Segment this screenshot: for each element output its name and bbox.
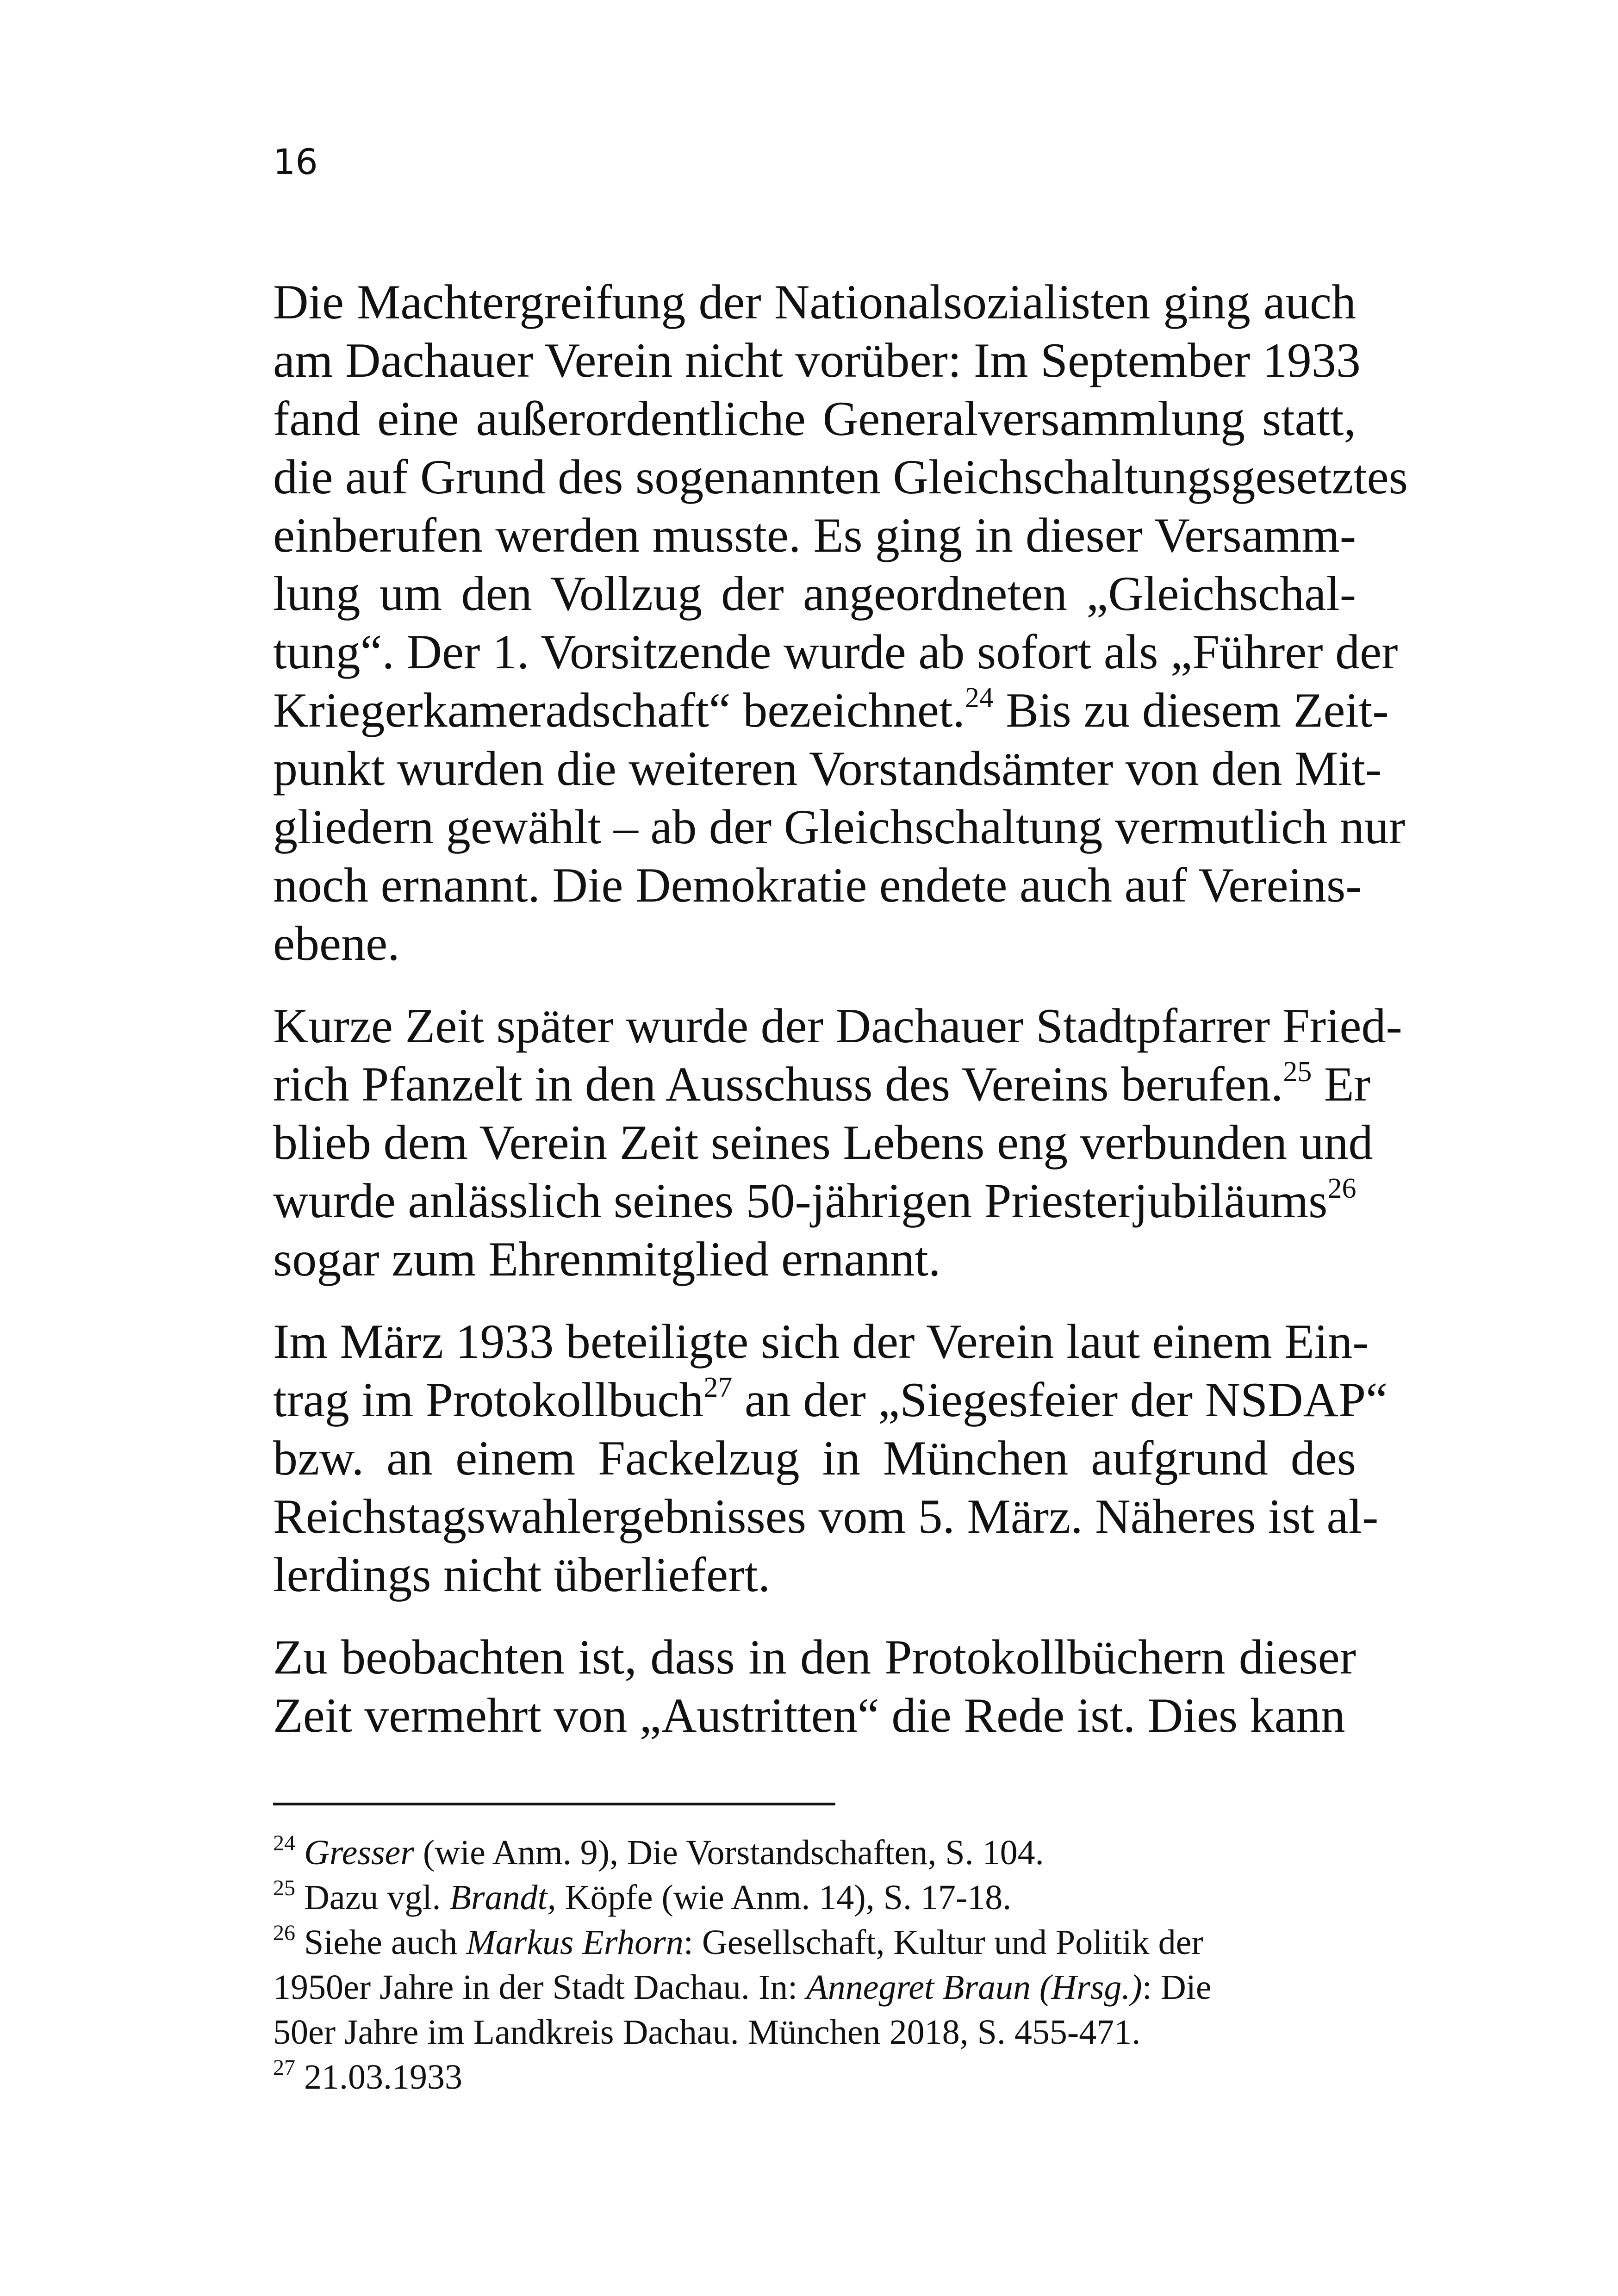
text-segment: am Dachauer Verein nicht vorüber: Im September 1933 [273, 333, 1361, 387]
footnote-text: 21.03.1933 [304, 2058, 462, 2097]
text-line [273, 273, 1356, 331]
footnote-italic-text: Gresser [304, 1833, 414, 1872]
text-line [273, 565, 1356, 623]
footnote-number: 24 [273, 1831, 295, 1855]
text-line [273, 1055, 1370, 1114]
text-segment: lung um den Vollzug der angeordneten „Gleichschal- [273, 566, 1356, 621]
page-number: 16 [273, 141, 318, 182]
text-line [273, 1686, 1356, 1745]
text-line [273, 390, 1356, 448]
footnote-text: Köpfe (wie Anm. 14), S. 17-18. [556, 1878, 1012, 1917]
text-segment: Kriegerkameradschaft“ bezeichnet. [273, 683, 965, 737]
footnote-ref: 25 [1283, 1056, 1312, 1088]
body-text [273, 273, 1408, 1745]
text-segment: Zu beobachten ist, dass in den Protokollbüchern dieser [273, 1630, 1356, 1684]
text-segment: wurde anlässlich seines 50-jährigen Priesterjubiläums [273, 1174, 1328, 1228]
text-segment: tung“. Der 1. Vorsitzende wurde ab sofort als „Führer der [273, 625, 1398, 679]
footnote-text: 50er Jahre im Landkreis Dachau. München 2018, S. 455-471. [273, 2013, 1141, 2052]
paragraph [273, 997, 1402, 1288]
footnote-text: 1950er Jahre in der Stadt Dachau. In: [273, 1968, 807, 2007]
text-segment: rich Pfanzelt in den Ausschuss des Vereins berufen. [273, 1057, 1283, 1111]
text-segment: ebene. [273, 916, 400, 971]
text-segment: noch ernannt. Die Demokratie endete auch auf Vereins- [273, 858, 1362, 912]
text-segment: bzw. an einem Fackelzug in München aufgrund des [273, 1431, 1356, 1485]
text-line [273, 915, 1356, 973]
text-line [273, 681, 1389, 740]
text-line [273, 623, 1398, 681]
text-line [273, 997, 1402, 1055]
footnote-26 [273, 2010, 1356, 2055]
footnote-text: : Gesellschaft, Kultur und Politik der [683, 1923, 1203, 1962]
footnote-ref: 27 [703, 1372, 733, 1403]
text-line [273, 448, 1408, 506]
footnote-number: 25 [273, 1876, 295, 1900]
footnote-number: 27 [273, 2055, 295, 2080]
footnote-text: Dazu vgl. [304, 1878, 450, 1917]
text-segment: sogar zum Ehrenmitglied ernannt. [273, 1232, 941, 1286]
text-segment: gliedern gewählt – ab der Gleichschaltung vermutlich nur [273, 800, 1406, 854]
text-line [273, 1172, 1356, 1230]
text-segment: Reichstagswahlergebnisses vom 5. März. Näheres ist al- [273, 1489, 1379, 1543]
paragraph [273, 1628, 1356, 1745]
footnote-number: 26 [273, 1921, 295, 1945]
text-line [273, 1371, 1388, 1429]
footnote-24 [273, 1830, 1356, 1875]
text-segment: Er [1312, 1057, 1370, 1111]
text-line [273, 1546, 1356, 1604]
footnote-26 [273, 1920, 1356, 1965]
text-segment: Die Machtergreifung der Nationalsozialisten ging auch [273, 275, 1356, 329]
footnote-text: Siehe auch [304, 1923, 467, 1962]
text-line [273, 1628, 1356, 1686]
text-segment: die auf Grund des sogenannten Gleichschaltungsgesetztes [273, 450, 1408, 504]
text-line [273, 856, 1362, 915]
text-segment: einberufen werden musste. Es ging in dieser Versamm- [273, 508, 1356, 562]
footnote-text: : Die [1142, 1968, 1212, 2007]
text-line [273, 740, 1382, 798]
footnote-italic-text: Brandt, [449, 1878, 556, 1917]
text-segment: Bis zu diesem Zeit- [993, 683, 1389, 737]
paragraph [273, 273, 1408, 973]
footnote-27 [273, 2055, 1356, 2100]
text-line [273, 798, 1406, 856]
text-line [273, 1114, 1373, 1172]
text-segment: Zeit vermehrt von „Austritten“ die Rede ist. Dies kann [273, 1688, 1345, 1742]
footnote-text: (wie Anm. 9), Die Vorstandschaften, S. 104. [414, 1833, 1044, 1872]
text-line [273, 1313, 1369, 1371]
footnote-ref: 26 [1327, 1173, 1357, 1204]
text-segment: punkt wurden die weiteren Vorstandsämter von den Mit- [273, 741, 1382, 796]
footnote-26 [273, 1965, 1356, 2010]
footnote-separator [273, 1803, 835, 1805]
text-segment: an der „Siegesfeier der NSDAP“ [732, 1373, 1388, 1427]
text-line [273, 331, 1361, 390]
text-segment: Im März 1933 beteiligte sich der Verein laut einem Ein- [273, 1314, 1369, 1369]
text-line [273, 1230, 1356, 1288]
footnote-ref: 24 [965, 682, 994, 714]
text-segment: fand eine außerordentliche Generalversammlung statt, [273, 392, 1356, 446]
text-segment: trag im Protokollbuch [273, 1373, 704, 1427]
footnote-italic-text: Markus Erhorn [466, 1923, 684, 1962]
text-segment: blieb dem Verein Zeit seines Lebens eng verbunden und [273, 1115, 1373, 1170]
footnote-italic-text: Annegret Braun (Hrsg.) [806, 1968, 1142, 2007]
footnotes [273, 1830, 1356, 2100]
text-line [273, 1429, 1356, 1487]
text-segment: Kurze Zeit später wurde der Dachauer Stadtpfarrer Fried- [273, 999, 1402, 1053]
text-segment: lerdings nicht überliefert. [273, 1548, 771, 1602]
text-line [273, 1487, 1379, 1546]
paragraph [273, 1313, 1388, 1604]
text-line [273, 506, 1356, 565]
footnote-25 [273, 1875, 1356, 1920]
